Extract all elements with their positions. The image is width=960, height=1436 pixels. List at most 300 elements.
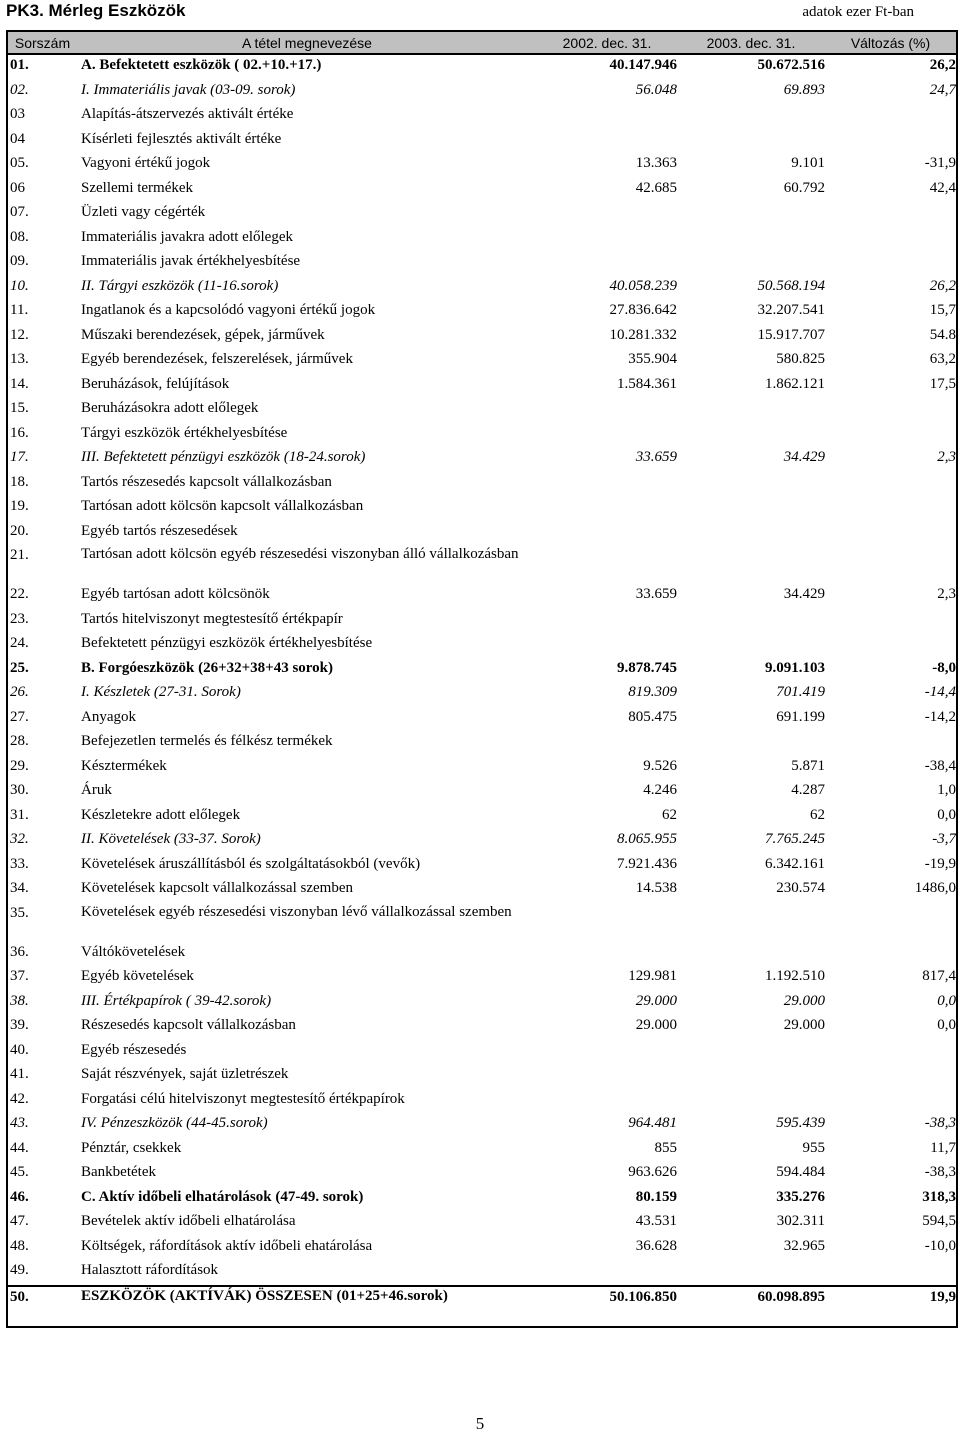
change-percent-cell: 17,5: [929, 375, 956, 392]
row-number-cell: 06: [10, 179, 25, 196]
value-2003-cell: 595.439: [776, 1115, 825, 1131]
change-percent-cell: -31,9: [924, 155, 956, 171]
table-row: [7, 1286, 957, 1327]
header-cell-2003: 2003. dec. 31.: [677, 31, 825, 54]
value-2003-cell: 9.101: [791, 155, 825, 171]
value-2002-cell: [537, 104, 677, 129]
table-row: [7, 349, 957, 374]
row-number-cell: 43.: [10, 1115, 29, 1131]
unit-note: adatok ezer Ft-ban: [802, 4, 914, 20]
value-2003-cell: [677, 129, 825, 154]
value-2002-cell: 50.106.850: [537, 1286, 677, 1327]
table-row: [7, 854, 957, 879]
table-row: [7, 942, 957, 967]
change-percent-cell: [825, 472, 957, 497]
item-name-cell: Tartósan adott kölcsön egyéb részesedési viszonyban álló vállalkozásban: [81, 546, 519, 562]
item-name-cell: Befejezetlen termelés és félkész termékek: [81, 733, 333, 749]
change-percent-cell: -14,4: [924, 684, 956, 700]
value-2002-cell: [537, 1089, 677, 1114]
item-name-cell: C. Aktív időbeli elhatárolások (47-49. sorok): [81, 1188, 364, 1205]
item-name-cell: Forgatási célú hitelviszonyt megtestesítő értékpapírok: [81, 1090, 405, 1107]
value-2002-cell: 27.836.642: [609, 302, 677, 318]
change-percent-cell: [825, 1089, 957, 1114]
value-2003-cell: 9.091.103: [765, 659, 825, 676]
value-2002-cell: [537, 1040, 677, 1065]
change-percent-cell: [825, 942, 957, 967]
value-2002-cell: 963.626: [628, 1164, 677, 1180]
change-percent-cell: [825, 251, 957, 276]
row-number-cell: 13.: [10, 351, 29, 367]
value-2003-cell: [677, 423, 825, 448]
value-2002-cell: 9.878.745: [617, 659, 677, 676]
row-number-cell: 32.: [10, 831, 29, 847]
value-2002-cell: 7.921.436: [617, 855, 677, 872]
table-row: [7, 609, 957, 634]
change-percent-cell: [825, 521, 957, 546]
change-percent-cell: [825, 202, 957, 227]
change-percent-cell: 24,7: [929, 81, 956, 98]
balance-sheet-table: [6, 30, 958, 1328]
change-percent-cell: -38,3: [924, 1164, 956, 1180]
value-2002-cell: 8.065.955: [617, 831, 677, 847]
item-name-cell: Egyéb berendezések, felszerelések, járművek: [81, 351, 353, 367]
change-percent-cell: 1486,0: [914, 880, 956, 896]
value-2002-cell: 43.531: [635, 1213, 677, 1229]
item-name-cell: Egyéb követelések: [81, 968, 194, 984]
change-percent-cell: 1,0: [937, 782, 956, 798]
table-row: [7, 54, 957, 80]
table-row: [7, 805, 957, 830]
change-percent-cell: -3,7: [932, 831, 956, 847]
value-2003-cell: 32.965: [783, 1237, 825, 1254]
item-name-cell: Egyéb részesedés: [81, 1041, 187, 1058]
row-number-cell: 33.: [10, 855, 29, 872]
value-2002-cell: [537, 633, 677, 658]
table-row: [7, 472, 957, 497]
row-number-cell: 07.: [10, 204, 29, 220]
row-number-cell: 26.: [10, 684, 29, 700]
value-2002-cell: 40.058.239: [609, 277, 677, 294]
value-2002-cell: 62: [662, 806, 677, 823]
table-row: [7, 447, 957, 472]
row-number-cell: 39.: [10, 1017, 29, 1033]
change-percent-cell: [825, 903, 957, 942]
value-2002-cell: [537, 496, 677, 521]
value-2003-cell: 691.199: [776, 708, 825, 725]
value-2002-cell: [537, 398, 677, 423]
item-name-cell: Követelések egyéb részesedési viszonyban lévő vállalkozással szemben: [81, 903, 512, 920]
value-2003-cell: [677, 104, 825, 129]
item-name-cell: III. Befektetett pénzügyi eszközök (18-24.sorok): [81, 449, 366, 465]
row-number-cell: 31.: [10, 806, 29, 823]
row-number-cell: 04: [10, 130, 25, 147]
value-2003-cell: [677, 398, 825, 423]
value-2002-cell: [537, 129, 677, 154]
table-row: [7, 658, 957, 683]
item-name-cell: Költségek, ráfordítások aktív időbeli ehatárolása: [81, 1237, 373, 1254]
item-name-cell: Immateriális javak értékhelyesbítése: [81, 253, 301, 269]
value-2003-cell: 62: [810, 806, 825, 823]
value-2002-cell: 36.628: [635, 1237, 677, 1254]
row-number-cell: 23.: [10, 610, 29, 627]
table-row: [7, 1015, 957, 1040]
table-row: [7, 398, 957, 423]
item-name-cell: III. Értékpapírok ( 39-42.sorok): [81, 992, 272, 1009]
value-2002-cell: 4.246: [643, 782, 677, 798]
change-percent-cell: -10,0: [924, 1237, 956, 1254]
row-number-cell: 10.: [10, 277, 29, 294]
value-2003-cell: [677, 1260, 825, 1286]
value-2002-cell: 1.584.361: [617, 375, 677, 392]
value-2002-cell: [537, 227, 677, 252]
row-number-cell: 30.: [10, 782, 29, 798]
table-row: [7, 374, 957, 399]
row-number-cell: 49.: [10, 1262, 29, 1278]
change-percent-cell: [825, 731, 957, 756]
value-2003-cell: [677, 202, 825, 227]
change-percent-cell: 817,4: [922, 968, 956, 984]
row-number-cell: 16.: [10, 424, 29, 441]
value-2002-cell: 964.481: [628, 1115, 677, 1131]
item-name-cell: Üzleti vagy cégérték: [81, 204, 206, 220]
value-2003-cell: [677, 1089, 825, 1114]
value-2003-cell: 4.287: [791, 782, 825, 798]
value-2002-cell: [537, 903, 677, 942]
change-percent-cell: 19,9: [825, 1286, 957, 1327]
value-2003-cell: 32.207.541: [757, 302, 825, 318]
change-percent-cell: 2,3: [937, 449, 956, 465]
value-2003-cell: 230.574: [776, 880, 825, 896]
table-row: [7, 829, 957, 854]
value-2002-cell: 855: [654, 1139, 677, 1156]
item-name-cell: Beruházások, felújítások: [81, 375, 230, 392]
value-2003-cell: 60.098.895: [677, 1286, 825, 1327]
value-2003-cell: [677, 903, 825, 942]
item-name-cell: Kísérleti fejlesztés aktivált értéke: [81, 130, 282, 147]
row-number-cell: 14.: [10, 375, 29, 392]
change-percent-cell: -38,4: [924, 757, 956, 774]
item-name-cell: Tárgyi eszközök értékhelyesbítése: [81, 424, 288, 441]
item-name-cell: Befektetett pénzügyi eszközök értékhelyesbítése: [81, 635, 373, 651]
table-row: [7, 1236, 957, 1261]
row-number-cell: 17.: [10, 449, 29, 465]
item-name-cell: Műszaki berendezések, gépek, járművek: [81, 326, 325, 343]
table-row: [7, 300, 957, 325]
row-number-cell: 44.: [10, 1139, 29, 1156]
table-row: [7, 966, 957, 991]
change-percent-cell: [825, 129, 957, 154]
value-2003-cell: 34.429: [783, 586, 825, 602]
value-2003-cell: [677, 942, 825, 967]
change-percent-cell: 594,5: [922, 1213, 956, 1229]
table-row: [7, 104, 957, 129]
value-2003-cell: 5.871: [791, 757, 825, 774]
row-number-cell: 25.: [10, 659, 29, 676]
row-number-cell: 18.: [10, 473, 29, 490]
item-name-cell: Követelések áruszállításból és szolgáltatásokból (vevők): [81, 855, 421, 872]
table-row: [7, 1064, 957, 1089]
value-2002-cell: 13.363: [635, 155, 677, 171]
table-row: [7, 1187, 957, 1212]
header-cell-number: Sorszám: [7, 31, 77, 54]
row-number-cell: 29.: [10, 757, 29, 774]
row-number-cell: 21.: [10, 547, 29, 563]
value-2003-cell: 50.568.194: [757, 277, 825, 294]
value-2002-cell: 33.659: [635, 586, 677, 602]
value-2003-cell: [677, 633, 825, 658]
row-number-cell: 35.: [10, 904, 29, 921]
value-2003-cell: 50.672.516: [757, 57, 825, 73]
change-percent-cell: [825, 545, 957, 584]
value-2003-cell: 7.765.245: [765, 831, 825, 847]
table-row: [7, 584, 957, 609]
item-name-cell: I. Immateriális javak (03-09. sorok): [81, 81, 296, 98]
item-name-cell: I. Készletek (27-31. Sorok): [81, 684, 241, 700]
item-name-cell: Pénztár, csekkek: [81, 1139, 182, 1156]
value-2002-cell: 10.281.332: [609, 326, 677, 343]
header-cell-item-name: A tétel megnevezése: [77, 31, 537, 54]
row-number-cell: 47.: [10, 1213, 29, 1229]
table-row: [7, 202, 957, 227]
change-percent-cell: [825, 1064, 957, 1089]
value-2003-cell: [677, 609, 825, 634]
item-name-cell: II. Tárgyi eszközök (11-16.sorok): [81, 277, 279, 294]
row-number-cell: 24.: [10, 635, 29, 651]
item-name-cell: Bevételek aktív időbeli elhatárolása: [81, 1213, 296, 1229]
item-name-cell: Saját részvények, saját üzletrészek: [81, 1066, 289, 1082]
table-row: [7, 276, 957, 301]
table-row: [7, 1113, 957, 1138]
value-2002-cell: [537, 472, 677, 497]
change-percent-cell: 15,7: [929, 302, 956, 318]
item-name-cell: Vagyoni értékű jogok: [81, 155, 211, 171]
row-number-cell: 46.: [10, 1188, 29, 1205]
table-row: [7, 80, 957, 105]
value-2003-cell: 580.825: [776, 351, 825, 367]
row-number-cell: 11.: [10, 302, 29, 318]
table-row: [7, 707, 957, 732]
table-row: [7, 991, 957, 1016]
item-name-cell: Ingatlanok és a kapcsolódó vagyoni értékű jogok: [81, 302, 376, 318]
item-name-cell: Tartósan adott kölcsön kapcsolt vállalkozásban: [81, 498, 364, 514]
change-percent-cell: 63,2: [929, 351, 956, 367]
item-name-cell: Szellemi termékek: [81, 179, 194, 196]
value-2002-cell: 80.159: [635, 1188, 677, 1205]
row-number-cell: 08.: [10, 228, 29, 245]
change-percent-cell: 0,0: [937, 1017, 956, 1033]
item-name-cell: Készletekre adott előlegek: [81, 806, 241, 823]
item-name-cell: Bankbetétek: [81, 1164, 156, 1180]
change-percent-cell: 0,0: [937, 806, 956, 823]
value-2002-cell: [537, 731, 677, 756]
value-2003-cell: 701.419: [776, 684, 825, 700]
page-number: 5: [475, 1414, 485, 1433]
value-2003-cell: [677, 472, 825, 497]
value-2002-cell: 33.659: [635, 449, 677, 465]
change-percent-cell: 42,4: [929, 179, 956, 196]
value-2003-cell: [677, 227, 825, 252]
row-number-cell: 37.: [10, 968, 29, 984]
row-number-cell: 15.: [10, 400, 29, 416]
value-2002-cell: 819.309: [628, 684, 677, 700]
table-header-row: [7, 31, 957, 54]
row-number-cell: 38.: [10, 992, 29, 1009]
item-name-cell: Alapítás-átszervezés aktivált értéke: [81, 106, 294, 122]
row-number-cell: 41.: [10, 1066, 29, 1082]
table-row: [7, 780, 957, 805]
item-name-cell: IV. Pénzeszközök (44-45.sorok): [81, 1115, 268, 1131]
value-2002-cell: 29.000: [635, 992, 677, 1009]
item-name-cell: Követelések kapcsolt vállalkozással szemben: [81, 880, 353, 896]
change-percent-cell: 26,2: [929, 277, 956, 294]
value-2002-cell: 56.048: [635, 81, 677, 98]
item-name-cell: ESZKÖZÖK (AKTÍVÁK) ÖSSZESEN (01+25+46.sorok): [77, 1286, 537, 1327]
value-2003-cell: [677, 545, 825, 584]
value-2003-cell: 302.311: [776, 1213, 825, 1229]
table-row: [7, 521, 957, 546]
page-title: PK3. Mérleg Eszközök: [6, 1, 186, 20]
value-2002-cell: [537, 1064, 677, 1089]
value-2003-cell: [677, 1040, 825, 1065]
value-2002-cell: 129.981: [628, 968, 677, 984]
table-row: [7, 545, 957, 584]
value-2002-cell: 355.904: [628, 351, 677, 367]
value-2002-cell: [537, 942, 677, 967]
table-row: [7, 1138, 957, 1163]
value-2002-cell: [537, 521, 677, 546]
change-percent-cell: [825, 423, 957, 448]
item-name-cell: Halasztott ráfordítások: [81, 1262, 219, 1278]
change-percent-cell: [825, 633, 957, 658]
change-percent-cell: 26,2: [929, 57, 956, 73]
table-row: [7, 325, 957, 350]
item-name-cell: Késztermékek: [81, 757, 167, 774]
table-row: [7, 1040, 957, 1065]
change-percent-cell: -8,0: [932, 659, 956, 676]
table-row: [7, 423, 957, 448]
item-name-cell: Beruházásokra adott előlegek: [81, 400, 259, 416]
row-number-cell: 03: [10, 106, 25, 122]
item-name-cell: Immateriális javakra adott előlegek: [81, 228, 293, 245]
table-row: [7, 178, 957, 203]
value-2003-cell: 60.792: [783, 179, 825, 196]
row-number-cell: 05.: [10, 155, 29, 171]
table-row: [7, 251, 957, 276]
row-number-cell: 40.: [10, 1041, 29, 1058]
table-row: [7, 682, 957, 707]
row-number-cell: 34.: [10, 880, 29, 896]
item-name-cell: II. Követelések (33-37. Sorok): [81, 831, 261, 847]
item-name-cell: Részesedés kapcsolt vállalkozásban: [81, 1017, 296, 1033]
item-name-cell: Egyéb tartósan adott kölcsönök: [81, 586, 270, 602]
table-row: [7, 1260, 957, 1286]
row-number-cell: 20.: [10, 522, 29, 539]
table-row: [7, 731, 957, 756]
item-name-cell: A. Befektetett eszközök ( 02.+10.+17.): [81, 57, 322, 73]
value-2003-cell: 6.342.161: [765, 855, 825, 872]
change-percent-cell: -14,2: [924, 708, 956, 725]
value-2003-cell: 34.429: [783, 449, 825, 465]
row-number-cell: 27.: [10, 708, 29, 725]
item-name-cell: Tartós hitelviszonyt megtestesítő értékpapír: [81, 610, 343, 627]
value-2003-cell: 15.917.707: [757, 326, 825, 343]
value-2002-cell: [537, 609, 677, 634]
row-number-cell: 28.: [10, 733, 29, 749]
value-2003-cell: 1.192.510: [765, 968, 825, 984]
change-percent-cell: 318,3: [922, 1188, 956, 1205]
value-2003-cell: 955: [802, 1139, 825, 1156]
value-2003-cell: [677, 496, 825, 521]
change-percent-cell: 2,3: [937, 586, 956, 602]
change-percent-cell: [825, 227, 957, 252]
table-row: [7, 633, 957, 658]
change-percent-cell: [825, 496, 957, 521]
change-percent-cell: [825, 1260, 957, 1286]
table-row: [7, 1162, 957, 1187]
row-number-cell: 09.: [10, 253, 29, 269]
item-name-cell: Váltókövetelések: [81, 943, 186, 960]
header-cell-change: Változás (%): [825, 31, 957, 54]
table-row: [7, 903, 957, 942]
row-number-cell: 48.: [10, 1237, 29, 1254]
value-2002-cell: 805.475: [628, 708, 677, 725]
row-number-cell: 12.: [10, 326, 29, 343]
value-2003-cell: 69.893: [783, 81, 825, 98]
row-number-cell: 22.: [10, 586, 29, 602]
value-2003-cell: [677, 521, 825, 546]
value-2003-cell: [677, 1064, 825, 1089]
change-percent-cell: [825, 1040, 957, 1065]
value-2002-cell: [537, 202, 677, 227]
value-2003-cell: [677, 251, 825, 276]
change-percent-cell: -19,9: [924, 855, 956, 872]
value-2003-cell: [677, 731, 825, 756]
value-2002-cell: [537, 251, 677, 276]
item-name-cell: Áruk: [81, 782, 112, 798]
value-2002-cell: 9.526: [643, 757, 677, 774]
row-number-cell: 02.: [10, 81, 29, 98]
row-number-cell: 36.: [10, 943, 29, 960]
table-row: [7, 129, 957, 154]
row-number-cell: 19.: [10, 498, 29, 514]
row-number-cell: 42.: [10, 1090, 29, 1107]
value-2002-cell: 40.147.946: [609, 57, 677, 73]
item-name-cell: Anyagok: [81, 708, 136, 725]
value-2002-cell: 42.685: [635, 179, 677, 196]
table-row: [7, 496, 957, 521]
table-row: [7, 153, 957, 178]
table-row: [7, 1089, 957, 1114]
table-row: [7, 756, 957, 781]
change-percent-cell: [825, 104, 957, 129]
value-2002-cell: 14.538: [635, 880, 677, 896]
table-row: [7, 878, 957, 903]
value-2002-cell: 29.000: [635, 1017, 677, 1033]
change-percent-cell: 11,7: [930, 1139, 956, 1156]
item-name-cell: Tartós részesedés kapcsolt vállalkozásban: [81, 473, 332, 490]
value-2003-cell: 594.484: [776, 1164, 825, 1180]
value-2002-cell: [537, 545, 677, 584]
change-percent-cell: [825, 609, 957, 634]
row-number-cell: 45.: [10, 1164, 29, 1180]
value-2002-cell: [537, 423, 677, 448]
value-2002-cell: [537, 1260, 677, 1286]
item-name-cell: Egyéb tartós részesedések: [81, 522, 238, 539]
change-percent-cell: 0,0: [937, 992, 956, 1009]
value-2003-cell: 29.000: [783, 992, 825, 1009]
value-2003-cell: 1.862.121: [765, 375, 825, 392]
table-row: [7, 1211, 957, 1236]
